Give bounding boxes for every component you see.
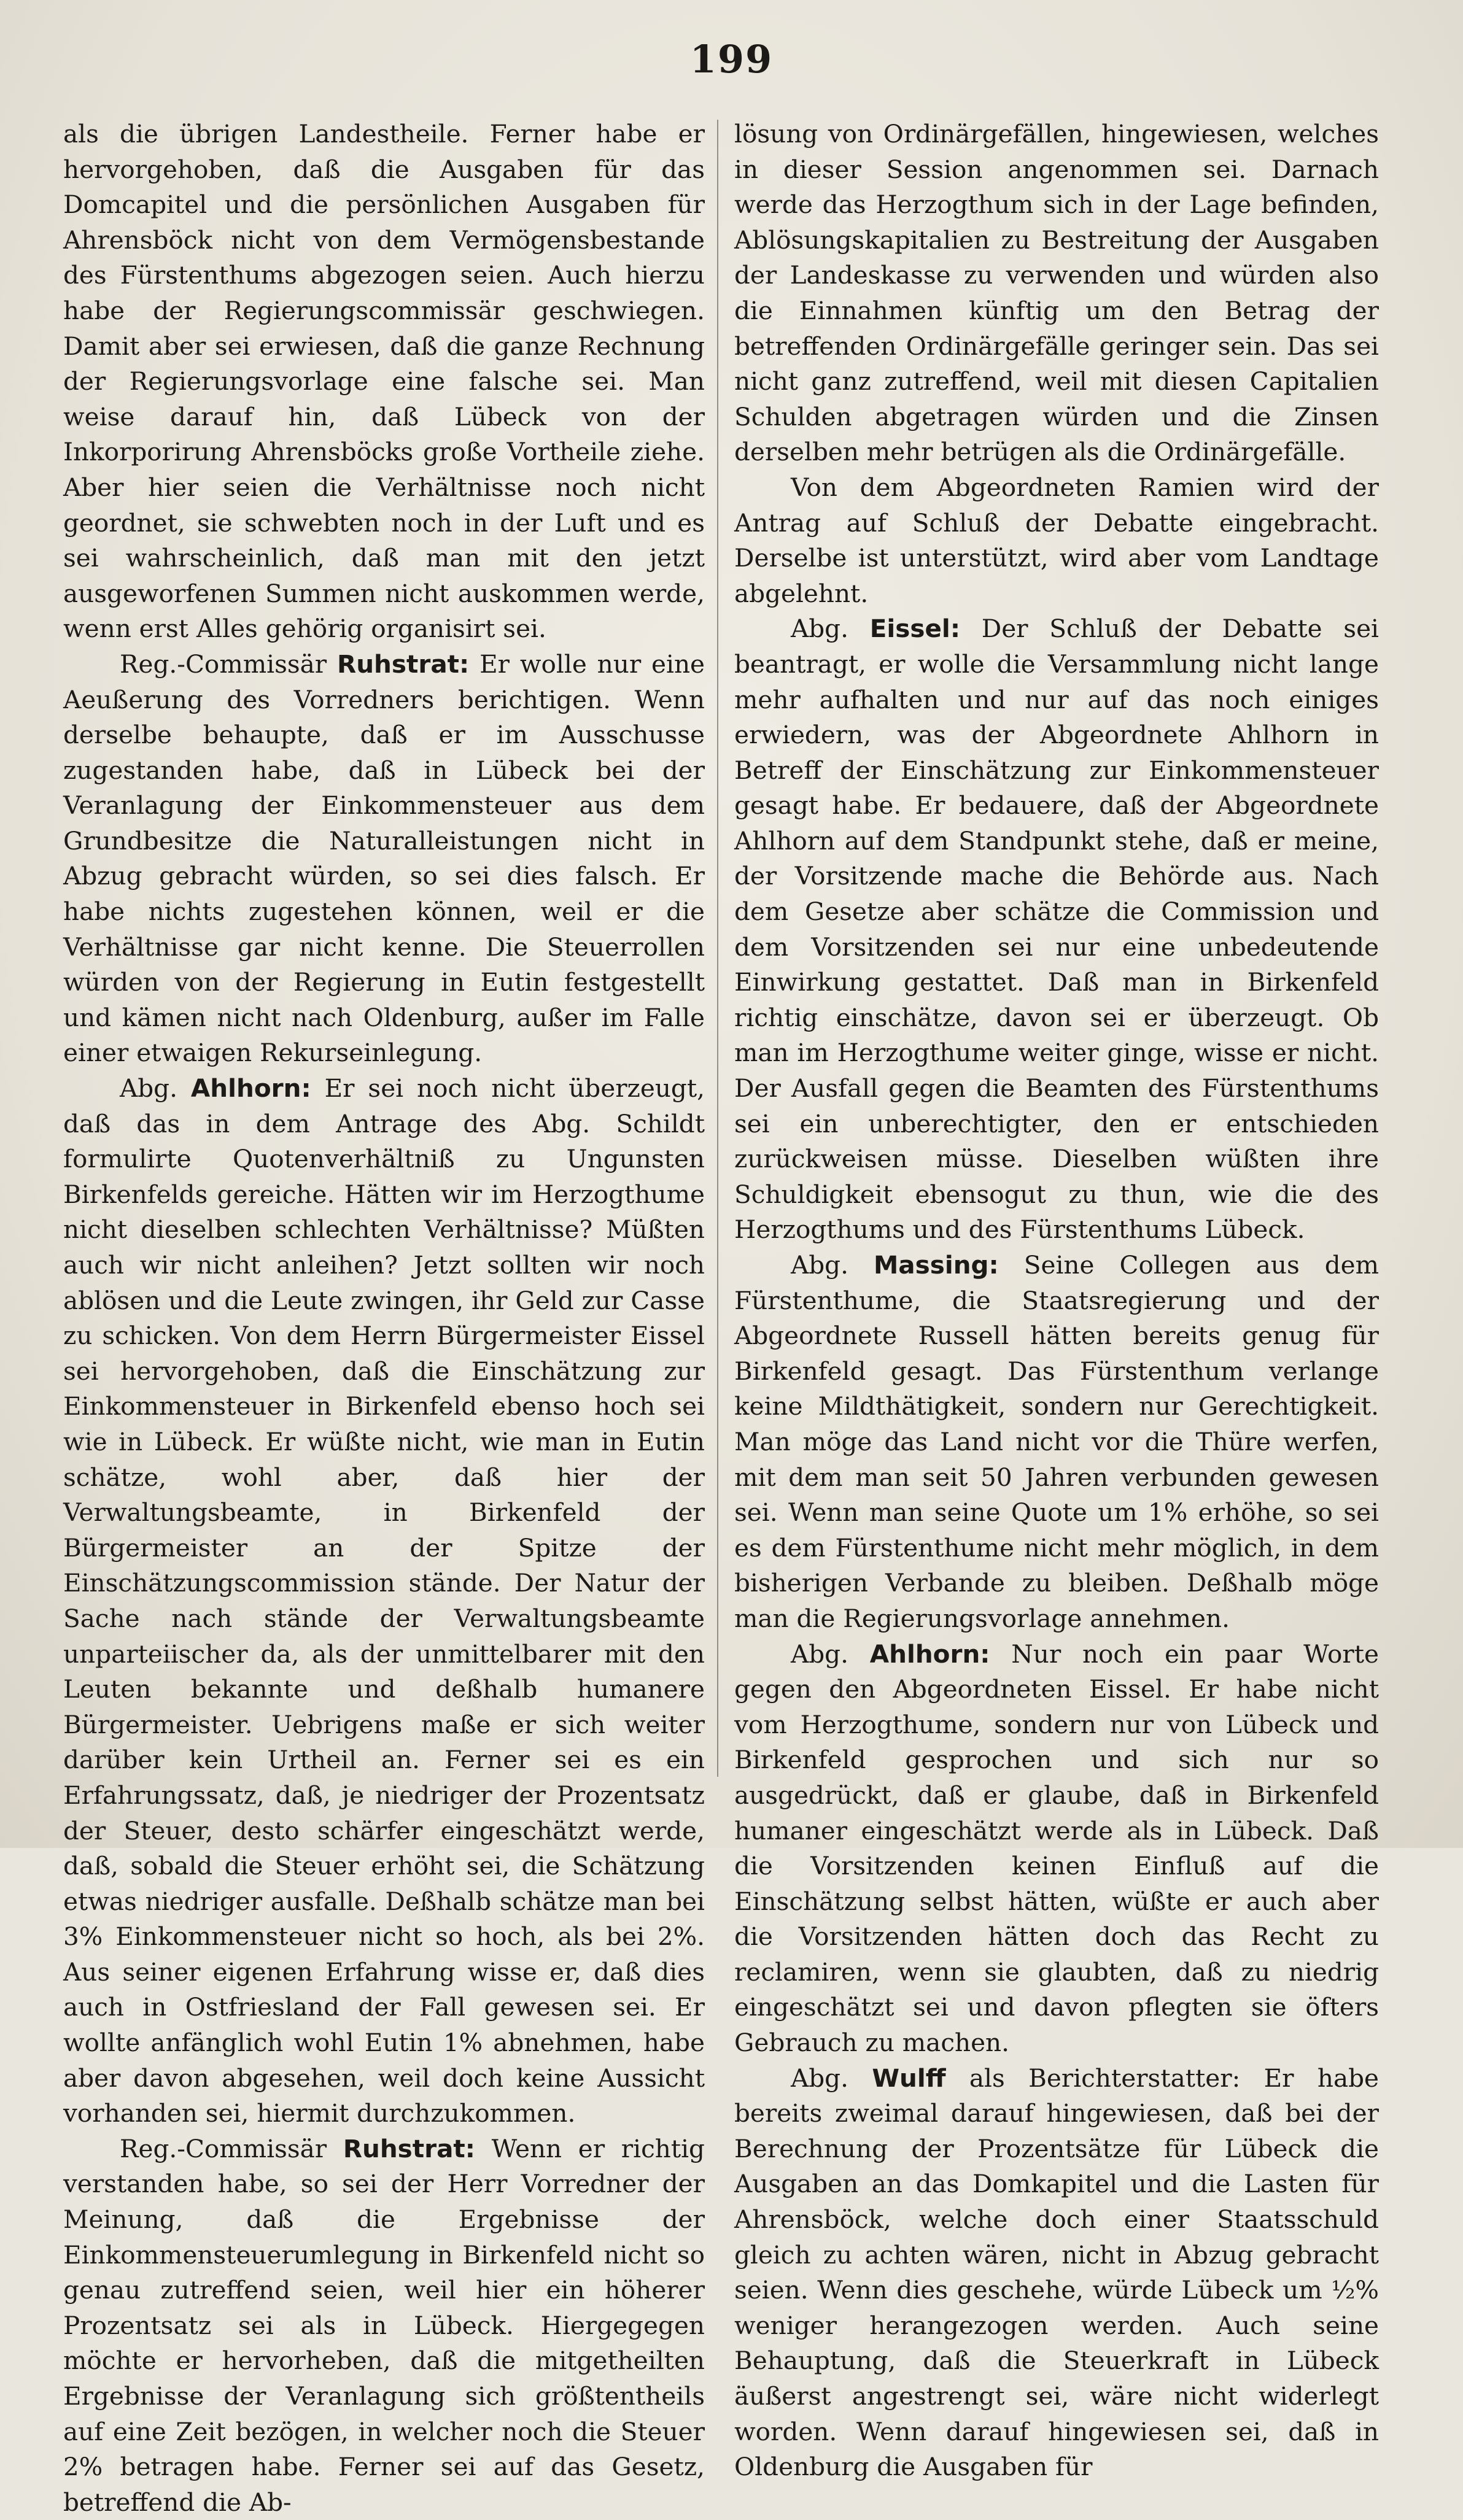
paragraph-text: Der Schluß der Debatte sei beantragt, er wolle die Versammlung nicht lange mehr aufhalten und nur auf das noch einiges erwiedern, was der Abgeordnete Ahlhorn in Betreff der Einschätzung zur Einkommensteuer gesagt habe. Er bedauere, daß der Abgeordnete Ahlhorn auf dem Standpunkt stehe, daß er meine, der Vorsitzende mache die Behörde aus. Nach dem Gesetze aber schätze die Commission und dem Vorsitzenden sei nur eine unbedeutende Einwirkung gestattet. Daß man in Birkenfeld richtig einschätze, davon sei er überzeugt. Ob man im Herzogthume weiter ginge, wisse er nicht. Der Ausfall gegen die Beamten des Fürstenthums sei ein unberechtigter, den er entschieden zurückweisen müsse. Dieselben wüßten ihre Schuldigkeit ebensogut zu thun, wie die des Herzogthums und des Fürstenthums Lübeck. <box>734 614 1379 1245</box>
paragraph <box>734 1637 1379 2061</box>
paragraph <box>734 2061 1379 2485</box>
paragraph-text: Von dem Abgeordneten Ramien wird der Antrag auf Schluß der Debatte eingebracht. Derselbe ist unterstützt, wird aber vom Landtage abgelehnt. <box>734 472 1379 608</box>
speaker-name: Ahlhorn: <box>869 1639 990 1669</box>
page-number: 199 <box>689 37 774 82</box>
right-column <box>734 117 1379 2485</box>
column-divider <box>717 120 718 1777</box>
paragraph-text: Nur noch ein paar Worte gegen den Abgeordneten Eissel. Er habe nicht vom Herzogthume, sondern nur von Lübeck und Birkenfeld gesprochen und sich nur so ausgedrückt, daß er glaube, daß in Birkenfeld humaner eingeschätzt werde als in Lübeck. Daß die Vorsitzenden keinen Einfluß auf die Einschätzung selbst hätten, wüßte er auch aber die Vorsitzenden hätten doch das Recht zu reclamiren, wenn sie glaubten, daß zu niedrig eingeschätzt sei und davon pflegten sie öfters Gebrauch zu machen. <box>734 1639 1380 2058</box>
paragraph <box>63 117 705 647</box>
speaker-name: Eissel: <box>869 614 961 644</box>
paragraph-text: lösung von Ordinärgefällen, hingewiesen, welches in dieser Session angenommen sei. Darnach werde das Herzogthum sich in der Lage befinden, Ablösungskapitalien zu Bestreitung der Ausgaben der Landeskasse zu verwenden und würden also die Einnahmen künftig um den Betrag der betreffenden Ordinärgefälle geringer sein. Das sei nicht ganz zutreffend, weil mit diesen Capitalien Schulden abgetragen würden und die Zinsen derselben mehr betrügen als die Ordinärgefälle. <box>734 119 1379 467</box>
paragraph-text: als die übrigen Landestheile. Ferner habe er hervorgehoben, daß die Ausgaben für das Domcapitel und die persönlichen Ausgaben für Ahrensböck nicht von dem Vermögensbestande des Fürstenthums abgezogen seien. Auch hierzu habe der Regierungscommissär geschwiegen. Damit aber sei erwiesen, daß die ganze Rechnung der Regierungsvorlage eine falsche sei. Man weise darauf hin, daß Lübeck von der Inkorporirung Ahrensböcks große Vortheile ziehe. Aber hier seien die Verhältnisse noch nicht geordnet, sie schwebten noch in der Luft und es sei wahrscheinlich, daß man mit den jetzt ausgeworfenen Summen nicht auskommen werde, wenn erst Alles gehörig organisirt sei. <box>63 119 705 644</box>
speaker-name: Massing: <box>874 1250 999 1280</box>
paragraph-text: Er sei noch nicht überzeugt, daß das in dem Antrage des Abg. Schildt formulirte Quotenverhältniß zu Ungunsten Birkenfelds gereiche. Hätten wir im Herzogthume nicht dieselben schlechten Verhältnisse? Müßten auch wir nicht anleihen? Jetzt sollten wir noch ablösen und die Leute zwingen, ihr Geld zur Casse zu schicken. Von dem Herrn Bürgermeister Eissel sei hervorgehoben, daß die Einschätzung zur Einkommensteuer in Birkenfeld ebenso hoch sei wie in Lübeck. Er wüßte nicht, wie man in Eutin schätze, wohl aber, daß hier der Verwaltungsbeamte, in Birkenfeld der Bürgermeister an der Spitze der Einschätzungscommission stände. Der Natur der Sache nach stände der Verwaltungsbeamte unparteiischer da, als der unmittelbarer mit den Leuten bekannte und deßhalb humanere Bürgermeister. Uebrigens maße er sich weiter darüber kein Urtheil an. Ferner sei es ein Erfahrungssatz, daß, je niedriger der Prozentsatz der Steuer, desto schärfer eingeschätzt werde, daß, sobald die Steuer erhöht sei, die Schätzung etwas niedriger ausfalle. Deßhalb schätze man bei 3% Einkommensteuer nicht so hoch, als bei 2%. Aus seiner eigenen Erfahrung wisse er, daß dies auch in Ostfriesland der Fall gewesen sei. Er wollte anfänglich wohl Eutin 1% abnehmen, habe aber davon abgesehen, weil doch keine Aussicht vorhanden sei, hiermit durchzukommen. <box>63 1073 705 2128</box>
speaker-name: Ruhstrat: <box>337 649 470 679</box>
speaker-name: Wulff <box>872 2063 946 2093</box>
paragraph-text: Wenn er richtig verstanden habe, so sei der Herr Vorredner der Meinung, daß die Ergebnisse der Einkommensteuerumlegung in Birkenfeld nicht so genau zutreffend seien, weil hier ein höherer Prozentsatz sei als in Lübeck. Hiergegegen möchte er hervorheben, daß die mitgetheilten Ergebnisse der Veranlagung sich größtentheils auf eine Zeit bezögen, in welcher noch die Steuer 2% betragen habe. Ferner sei auf das Gesetz, betreffend die Ab- <box>63 2133 705 2517</box>
speaker-prefix: Reg.-Commissär <box>120 649 327 679</box>
paragraph <box>734 470 1379 611</box>
paragraph <box>63 1071 705 2132</box>
paragraph <box>734 611 1379 1248</box>
speaker-prefix: Abg. <box>791 1639 848 1669</box>
paragraph-text: Seine Collegen aus dem Fürstenthume, die Staatsregierung und der Abgeordnete Russell hätten bereits genug für Birkenfeld gesagt. Das Fürstenthum verlange keine Mildthätigkeit, sondern nur Gerechtigkeit. Man möge das Land nicht vor die Thüre werfen, mit dem man seit 50 Jahren verbunden gewesen sei. Wenn man seine Quote um 1% erhöhe, so sei es dem Fürstenthume nicht mehr möglich, in dem bisherigen Verbande zu bleiben. Deßhalb möge man die Regierungsvorlage annehmen. <box>734 1250 1380 1633</box>
speaker-name: Ruhstrat: <box>343 2133 475 2163</box>
speaker-prefix: Abg. <box>791 1250 848 1280</box>
speaker-name: Ahlhorn: <box>190 1073 311 1103</box>
paragraph-text: Er wolle nur eine Aeußerung des Vorredners berichtigen. Wenn derselbe behaupte, daß er im Ausschusse zugestanden habe, daß in Lübeck bei der Veranlagung der Einkommensteuer aus dem Grundbesitze die Naturalleistungen nicht in Abzug gebracht würden, so sei dies falsch. Er habe nichts zugestehen können, weil er die Verhältnisse gar nicht kenne. Die Steuerrollen würden von der Regierung in Eutin festgestellt und kämen nicht nach Oldenburg, außer im Falle einer etwaigen Rekurseinlegung. <box>63 649 705 1068</box>
speaker-prefix: Abg. <box>791 2063 848 2093</box>
paragraph <box>63 647 705 1071</box>
paragraph <box>63 2132 705 2520</box>
paragraph <box>734 1248 1379 1637</box>
speaker-prefix: Reg.-Commissär <box>120 2133 327 2163</box>
left-column <box>63 117 705 2520</box>
speaker-prefix: Abg. <box>120 1073 177 1103</box>
paragraph-text: als Berichterstatter: Er habe bereits zweimal darauf hingewiesen, daß bei der Berechnung der Prozentsätze für Lübeck die Ausgaben an das Domkapitel und die Lasten für Ahrensböck, welche doch einer Staatsschuld gleich zu achten wären, nicht in Abzug gebracht seien. Wenn dies geschehe, würde Lübeck um ½% weniger herangezogen werden. Auch seine Behauptung, daß die Steuerkraft in Lübeck äußerst angestrengt sei, wäre nicht widerlegt worden. Wenn darauf hingewiesen sei, daß in Oldenburg die Ausgaben für <box>734 2063 1380 2482</box>
speaker-prefix: Abg. <box>791 614 848 644</box>
paragraph <box>734 117 1379 470</box>
